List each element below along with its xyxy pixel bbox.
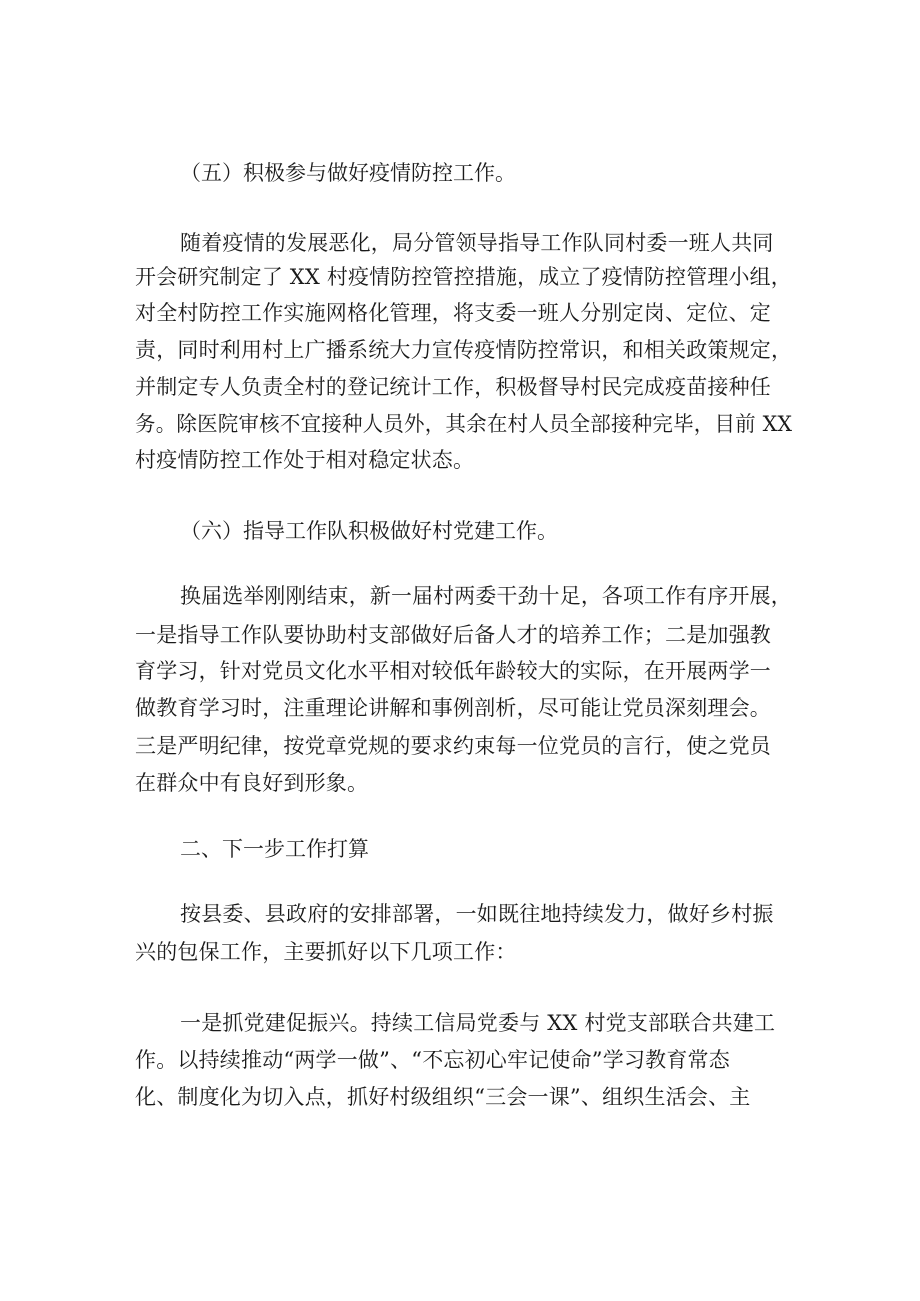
paragraph-line: 三是严明纪律，按党章党规的要求约束每一位党员的言行，使之党员 xyxy=(135,734,771,758)
section-heading-six: （六）指导工作队积极做好村党建工作。 xyxy=(180,519,558,543)
paragraph-line: 一是抓党建促振兴。持续工信局党委与 XX 村党支部联合共建工 xyxy=(180,1011,776,1035)
paragraph-line: 育学习，针对党员文化水平相对较低年龄较大的实际，在开展两学一 xyxy=(135,659,771,683)
paragraph-line: 对全村防控工作实施网格化管理，将支委一班人分别定岗、定位、定 xyxy=(135,301,771,325)
paragraph-line: 务。除医院审核不宜接种人员外，其余在村人员全部接种完毕，目前 XX xyxy=(135,412,793,436)
paragraph-line: 作。以持续推动“两学一做”、“不忘初心牢记使命”学习教育常态 xyxy=(135,1048,730,1072)
paragraph-line: 开会研究制定了 XX 村疫情防控管控措施，成立了疫情防控管理小组， xyxy=(135,265,792,289)
paragraph-line: 在群众中有良好到形象。 xyxy=(135,771,369,795)
paragraph-line: 换届选举刚刚结束，新一届村两委干劲十足，各项工作有序开展， xyxy=(180,584,792,608)
paragraph-line: 随着疫情的发展恶化，局分管领导指导工作队同村委一班人共同 xyxy=(180,231,774,255)
section-heading-next-steps: 二、下一步工作打算 xyxy=(180,837,369,861)
paragraph-line: 化、制度化为切入点，抓好村级组织“三会一课”、组织生活会、主 xyxy=(135,1085,751,1109)
paragraph-line: 做教育学习时，注重理论讲解和事例剖析，尽可能让党员深刻理会。 xyxy=(135,696,771,720)
paragraph-line: 并制定专人负责全村的登记统计工作，积极督导村民完成疫苗接种任 xyxy=(135,375,771,399)
paragraph-line: 责，同时利用村上广播系统大力宣传疫情防控常识，和相关政策规定， xyxy=(135,338,793,362)
section-heading-five: （五）积极参与做好疫情防控工作。 xyxy=(180,161,516,185)
paragraph-line: 一是指导工作队要协助村支部做好后备人才的培养工作；二是加强教 xyxy=(135,623,771,647)
paragraph-line: 按县委、县政府的安排部署，一如既往地持续发力，做好乡村振 xyxy=(180,902,774,926)
paragraph-line: 村疫情防控工作处于相对稳定状态。 xyxy=(135,448,475,472)
paragraph-line: 兴的包保工作，主要抓好以下几项工作： xyxy=(135,940,517,964)
